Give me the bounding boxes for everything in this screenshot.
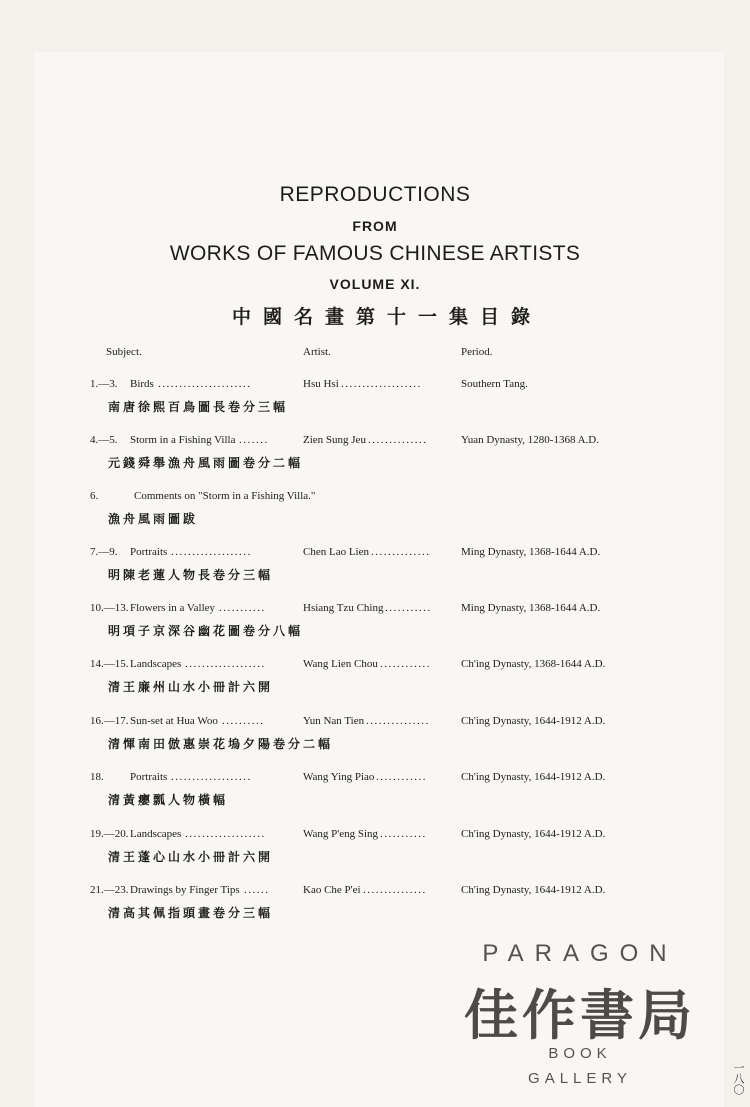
entry-subject: Portraits	[130, 546, 168, 558]
entry-number: 10.—13.	[90, 602, 129, 614]
entry-subject: Birds	[130, 378, 154, 390]
entry-subject: Comments on "Storm in a Fishing Villa."	[134, 490, 316, 502]
entry-artist: Wang Ying Piao	[303, 771, 375, 783]
title-reproductions: REPRODUCTIONS	[279, 183, 471, 206]
list-item	[0, 602, 750, 650]
entry-subject: Portraits	[130, 771, 168, 783]
entry-period: Ch'ing Dynasty, 1368-1644 A.D.	[461, 658, 606, 670]
entry-number: 7.—9.	[90, 546, 118, 558]
column-header-subject: Subject.	[106, 346, 142, 358]
list-item	[0, 434, 750, 482]
entry-leader-dots: ......................	[158, 378, 252, 390]
entry-subject: Storm in a Fishing Villa	[130, 434, 236, 446]
watermark-chinese: 佳作書局	[464, 984, 696, 1047]
entry-leader-dots: ...........	[219, 602, 266, 614]
list-item	[0, 771, 750, 819]
entry-leader-dots: ...................	[185, 828, 266, 840]
list-item	[0, 490, 750, 538]
list-item	[0, 828, 750, 876]
entry-period: Ming Dynasty, 1368-1644 A.D.	[461, 602, 601, 614]
entry-number: 1.—3.	[90, 378, 118, 390]
list-item	[0, 884, 750, 932]
title-chinese: 中國名畫第十一集目錄	[231, 306, 542, 328]
entry-leader-dots: ............	[376, 771, 427, 783]
entry-subject: Sun-set at Hua Woo	[130, 715, 218, 727]
entry-number: 21.—23.	[90, 884, 129, 896]
entry-number: 19.—20.	[90, 828, 129, 840]
entry-period: Ch'ing Dynasty, 1644-1912 A.D.	[461, 828, 606, 840]
watermark-book: BOOK	[548, 1045, 612, 1062]
entry-leader-dots: ..........	[222, 715, 265, 727]
entry-leader-dots: ......	[244, 884, 270, 896]
column-header-period: Period.	[461, 346, 493, 358]
entry-number: 6.	[90, 490, 99, 502]
entry-leader-dots: .......	[239, 434, 269, 446]
entry-artist: Chen Lao Lien	[303, 546, 369, 558]
entry-leader-dots: ..............	[368, 434, 428, 446]
entry-chinese-title: 清王蓬心山水小冊計六開	[108, 850, 274, 864]
entry-artist: Yun Nan Tien	[303, 715, 365, 727]
column-header-artist: Artist.	[303, 346, 331, 358]
entry-artist: Wang P'eng Sing	[303, 828, 379, 840]
entry-leader-dots: ...............	[363, 884, 427, 896]
entry-number: 18.	[90, 771, 104, 783]
entry-number: 14.—15.	[90, 658, 129, 670]
entry-chinese-title: 清王廉州山水小冊計六開	[108, 680, 274, 694]
title-volume: VOLUME XI.	[329, 276, 421, 292]
entry-artist: Kao Che P'ei	[303, 884, 361, 896]
entry-chinese-title: 漁舟風雨圖跋	[108, 512, 199, 526]
entry-subject: Landscapes	[130, 828, 182, 840]
watermark-gallery: GALLERY	[528, 1070, 632, 1087]
entry-period: Yuan Dynasty, 1280-1368 A.D.	[461, 434, 599, 446]
entry-leader-dots: ...................	[171, 771, 252, 783]
entry-subject: Flowers in a Valley	[130, 602, 216, 614]
list-item	[0, 715, 750, 763]
entry-number: 16.—17.	[90, 715, 129, 727]
entry-chinese-title: 清高其佩指頭畫卷分三幅	[108, 906, 274, 920]
entry-artist: Hsu Hsi	[303, 378, 339, 390]
entry-period: Ming Dynasty, 1368-1644 A.D.	[461, 546, 601, 558]
page-number: 一八〇	[732, 1062, 745, 1095]
entry-leader-dots: ...........	[380, 828, 427, 840]
entry-leader-dots: ...........	[385, 602, 432, 614]
entry-period: Ch'ing Dynasty, 1644-1912 A.D.	[461, 771, 606, 783]
entry-chinese-title: 明陳老蓮人物長卷分三幅	[108, 568, 274, 582]
entry-artist: Wang Lien Chou	[303, 658, 378, 670]
entry-leader-dots: ...............	[366, 715, 430, 727]
entry-leader-dots: ...................	[341, 378, 422, 390]
entry-leader-dots: ............	[380, 658, 431, 670]
entry-period: Ch'ing Dynasty, 1644-1912 A.D.	[461, 884, 606, 896]
entry-chinese-title: 清黃癭瓢人物橫幅	[108, 793, 229, 807]
entry-number: 4.—5.	[90, 434, 118, 446]
entry-subject: Landscapes	[130, 658, 182, 670]
entry-leader-dots: ...................	[171, 546, 252, 558]
title-works: WORKS OF FAMOUS CHINESE ARTISTS	[169, 242, 581, 265]
entry-subject: Drawings by Finger Tips	[130, 884, 240, 896]
watermark-paragon: PARAGON	[482, 940, 678, 967]
entry-period: Ch'ing Dynasty, 1644-1912 A.D.	[461, 715, 606, 727]
entry-chinese-title: 元錢舜舉漁舟風雨圖卷分二幅	[108, 456, 304, 470]
entry-artist: Zien Sung Jeu	[303, 434, 366, 446]
entry-chinese-title: 清惲南田倣惠崇花塢夕陽卷分二幅	[108, 737, 334, 751]
list-item	[0, 546, 750, 594]
entry-artist: Hsiang Tzu Ching	[303, 602, 384, 614]
entry-period: Southern Tang.	[461, 378, 528, 390]
entry-chinese-title: 南唐徐熙百鳥圖長卷分三幅	[108, 400, 289, 414]
list-item	[0, 378, 750, 426]
title-from: FROM	[352, 218, 398, 234]
entry-leader-dots: ...................	[185, 658, 266, 670]
entry-leader-dots: ..............	[371, 546, 431, 558]
entry-chinese-title: 明項子京深谷幽花圖卷分八幅	[108, 624, 304, 638]
list-item	[0, 658, 750, 706]
